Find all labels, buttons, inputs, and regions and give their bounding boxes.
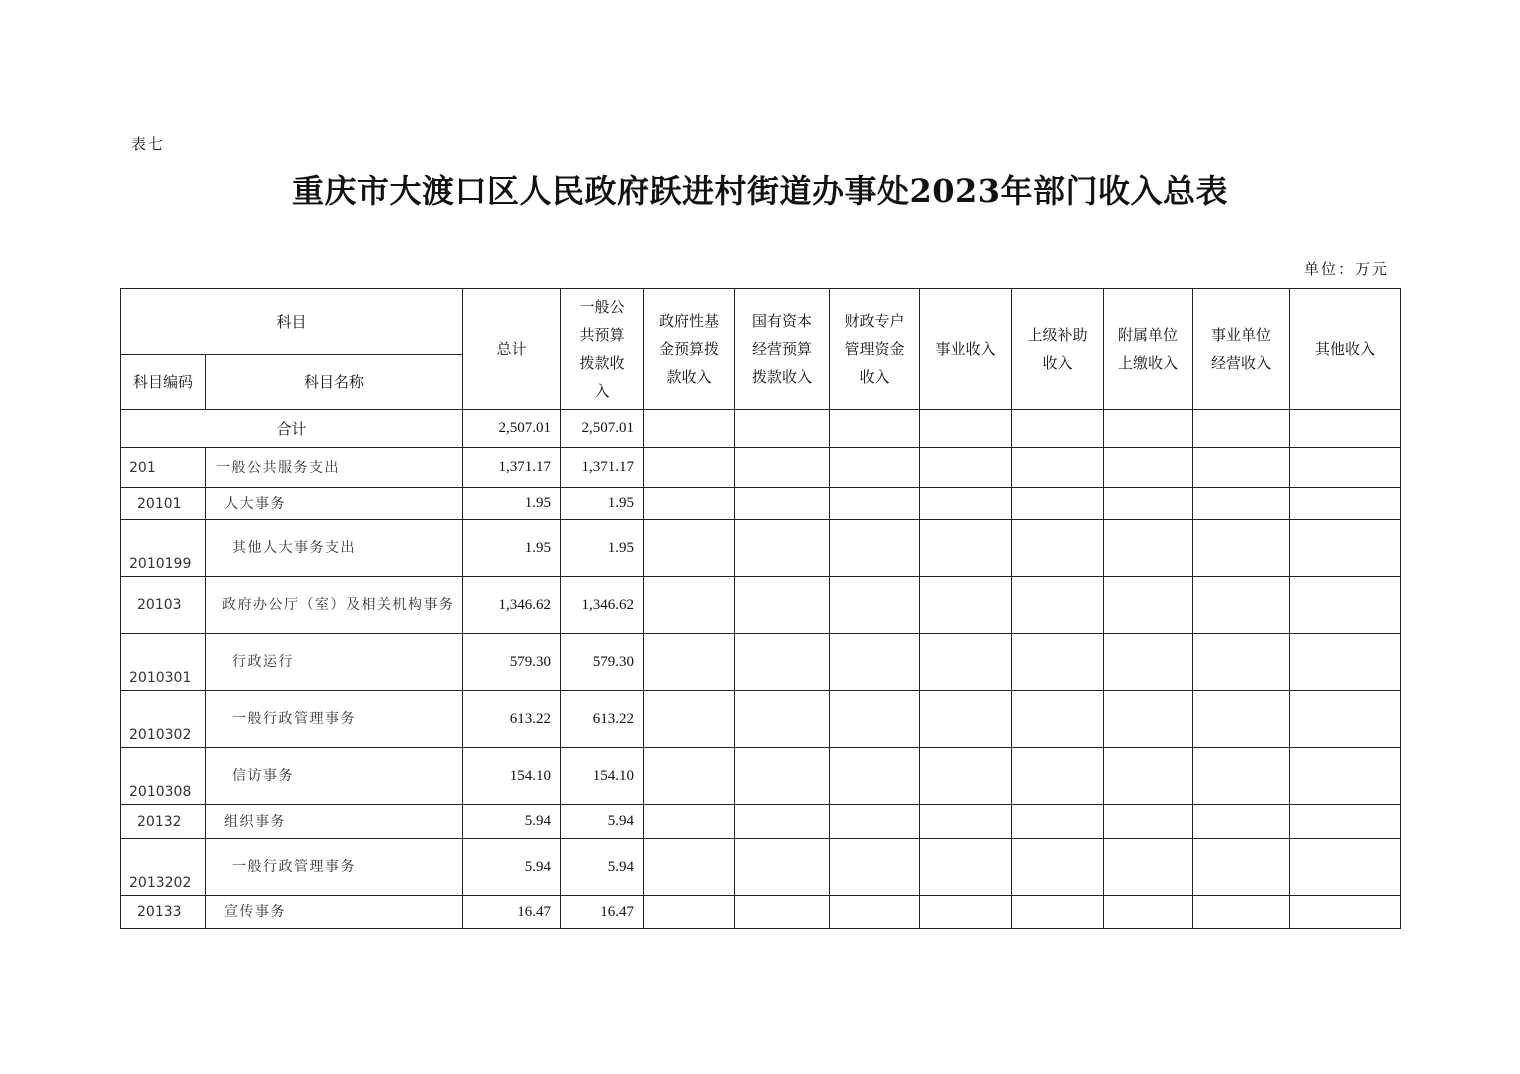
row-total: 579.30	[463, 634, 561, 691]
empty-cell	[1104, 410, 1193, 448]
empty-cell	[1193, 448, 1290, 488]
row-total: 1,346.62	[463, 577, 561, 634]
empty-cell	[1290, 839, 1401, 896]
empty-cell	[830, 448, 920, 488]
empty-cell	[830, 410, 920, 448]
header-general-budget: 一般公共预算拨款收入	[561, 289, 644, 410]
row-general-budget: 5.94	[561, 805, 644, 839]
header-subject-group: 科目	[121, 289, 463, 355]
row-general-budget: 16.47	[561, 896, 644, 929]
table-row	[121, 577, 1401, 634]
empty-cell	[735, 634, 830, 691]
empty-cell	[920, 634, 1012, 691]
row-name: 行政运行	[206, 634, 463, 691]
header-business-operation: 事业单位经营收入	[1193, 289, 1290, 410]
empty-cell	[920, 691, 1012, 748]
row-code: 2013202	[121, 839, 206, 896]
row-total: 154.10	[463, 748, 561, 805]
row-total: 5.94	[463, 839, 561, 896]
empty-cell	[920, 488, 1012, 520]
empty-cell	[1193, 896, 1290, 929]
row-name: 组织事务	[206, 805, 463, 839]
empty-cell	[920, 805, 1012, 839]
empty-cell	[1290, 448, 1401, 488]
page-title: 重庆市大渡口区人民政府跃进村街道办事处2023年部门收入总表	[291, 172, 1229, 210]
empty-cell	[1290, 488, 1401, 520]
row-total: 1.95	[463, 488, 561, 520]
empty-cell	[920, 448, 1012, 488]
empty-cell	[920, 839, 1012, 896]
row-total: 1.95	[463, 520, 561, 577]
total-cell: 2,507.01	[463, 410, 561, 448]
empty-cell	[644, 839, 735, 896]
header-fiscal-special: 财政专户管理资金收入	[830, 289, 920, 410]
empty-cell	[1012, 805, 1104, 839]
empty-cell	[830, 896, 920, 929]
empty-cell	[920, 410, 1012, 448]
empty-cell	[644, 520, 735, 577]
empty-cell	[1104, 520, 1193, 577]
row-name: 宣传事务	[206, 896, 463, 929]
empty-cell	[1193, 805, 1290, 839]
unit-label: 单位：万元	[1303, 260, 1389, 278]
row-name: 其他人大事务支出	[206, 520, 463, 577]
row-code: 20101	[121, 488, 206, 520]
empty-cell	[1104, 748, 1193, 805]
empty-cell	[1012, 634, 1104, 691]
empty-cell	[1012, 488, 1104, 520]
empty-cell	[830, 839, 920, 896]
empty-cell	[830, 748, 920, 805]
header-subject-name: 科目名称	[206, 355, 463, 410]
row-name: 一般公共服务支出	[206, 448, 463, 488]
table-row	[121, 488, 1401, 520]
empty-cell	[1193, 488, 1290, 520]
empty-cell	[644, 634, 735, 691]
empty-cell	[1012, 691, 1104, 748]
empty-cell	[735, 839, 830, 896]
empty-cell	[830, 577, 920, 634]
header-state-capital: 国有资本经营预算拨款收入	[735, 289, 830, 410]
empty-cell	[1012, 577, 1104, 634]
empty-cell	[735, 577, 830, 634]
empty-cell	[1012, 520, 1104, 577]
empty-cell	[735, 410, 830, 448]
empty-cell	[1193, 634, 1290, 691]
row-name: 政府办公厅（室）及相关机构事务	[206, 577, 463, 634]
row-total: 5.94	[463, 805, 561, 839]
empty-cell	[735, 488, 830, 520]
empty-cell	[1012, 410, 1104, 448]
table-row	[121, 448, 1401, 488]
table-label: 表七	[131, 135, 166, 153]
empty-cell	[1290, 520, 1401, 577]
empty-cell	[1012, 448, 1104, 488]
row-total: 613.22	[463, 691, 561, 748]
empty-cell	[735, 691, 830, 748]
row-name: 一般行政管理事务	[206, 839, 463, 896]
header-subject-code: 科目编码	[121, 355, 206, 410]
empty-cell	[1012, 896, 1104, 929]
row-general-budget: 1,371.17	[561, 448, 644, 488]
empty-cell	[1193, 748, 1290, 805]
table-row	[121, 520, 1401, 577]
row-general-budget: 1.95	[561, 488, 644, 520]
table-row	[121, 748, 1401, 805]
empty-cell	[1193, 577, 1290, 634]
header-business-income: 事业收入	[920, 289, 1012, 410]
row-general-budget: 579.30	[561, 634, 644, 691]
empty-cell	[1290, 634, 1401, 691]
empty-cell	[644, 488, 735, 520]
empty-cell	[1104, 691, 1193, 748]
empty-cell	[830, 520, 920, 577]
row-general-budget: 1,346.62	[561, 577, 644, 634]
empty-cell	[1290, 896, 1401, 929]
empty-cell	[1290, 805, 1401, 839]
row-code: 2010301	[121, 634, 206, 691]
empty-cell	[644, 410, 735, 448]
row-general-budget: 154.10	[561, 748, 644, 805]
empty-cell	[644, 748, 735, 805]
total-label: 合计	[121, 410, 463, 448]
general-budget-cell: 2,507.01	[561, 410, 644, 448]
empty-cell	[1104, 634, 1193, 691]
row-name: 人大事务	[206, 488, 463, 520]
row-total: 16.47	[463, 896, 561, 929]
empty-cell	[920, 896, 1012, 929]
table-row	[121, 805, 1401, 839]
empty-cell	[920, 520, 1012, 577]
empty-cell	[1193, 520, 1290, 577]
empty-cell	[830, 691, 920, 748]
empty-cell	[1012, 839, 1104, 896]
table-row	[121, 691, 1401, 748]
row-name: 一般行政管理事务	[206, 691, 463, 748]
empty-cell	[1193, 691, 1290, 748]
row-name: 信访事务	[206, 748, 463, 805]
empty-cell	[644, 448, 735, 488]
row-code: 201	[121, 448, 206, 488]
empty-cell	[1104, 805, 1193, 839]
empty-cell	[644, 691, 735, 748]
table-row	[121, 896, 1401, 929]
row-code: 2010302	[121, 691, 206, 748]
header-row-1	[121, 289, 1401, 355]
empty-cell	[920, 748, 1012, 805]
header-total: 总计	[463, 289, 561, 410]
empty-cell	[1104, 577, 1193, 634]
empty-cell	[1104, 448, 1193, 488]
empty-cell	[1290, 577, 1401, 634]
empty-cell	[735, 748, 830, 805]
row-general-budget: 1.95	[561, 520, 644, 577]
empty-cell	[1104, 488, 1193, 520]
row-code: 2010308	[121, 748, 206, 805]
header-higher-subsidy: 上级补助收入	[1012, 289, 1104, 410]
row-general-budget: 5.94	[561, 839, 644, 896]
row-code: 20133	[121, 896, 206, 929]
row-general-budget: 613.22	[561, 691, 644, 748]
table-row	[121, 634, 1401, 691]
empty-cell	[1290, 410, 1401, 448]
empty-cell	[644, 577, 735, 634]
empty-cell	[920, 577, 1012, 634]
empty-cell	[644, 896, 735, 929]
empty-cell	[1290, 691, 1401, 748]
table-row	[121, 839, 1401, 896]
empty-cell	[735, 805, 830, 839]
empty-cell	[735, 896, 830, 929]
empty-cell	[1104, 839, 1193, 896]
empty-cell	[1193, 839, 1290, 896]
empty-cell	[1290, 748, 1401, 805]
empty-cell	[1104, 896, 1193, 929]
empty-cell	[830, 634, 920, 691]
empty-cell	[735, 520, 830, 577]
income-table	[120, 288, 1401, 929]
empty-cell	[1193, 410, 1290, 448]
empty-cell	[830, 488, 920, 520]
empty-cell	[830, 805, 920, 839]
empty-cell	[644, 805, 735, 839]
row-code: 2010199	[121, 520, 206, 577]
header-gov-fund: 政府性基金预算拨款收入	[644, 289, 735, 410]
empty-cell	[1012, 748, 1104, 805]
header-other-income: 其他收入	[1290, 289, 1401, 410]
empty-cell	[735, 448, 830, 488]
row-code: 20132	[121, 805, 206, 839]
row-code: 20103	[121, 577, 206, 634]
total-row	[121, 410, 1401, 448]
header-affiliated-unit: 附属单位上缴收入	[1104, 289, 1193, 410]
row-total: 1,371.17	[463, 448, 561, 488]
